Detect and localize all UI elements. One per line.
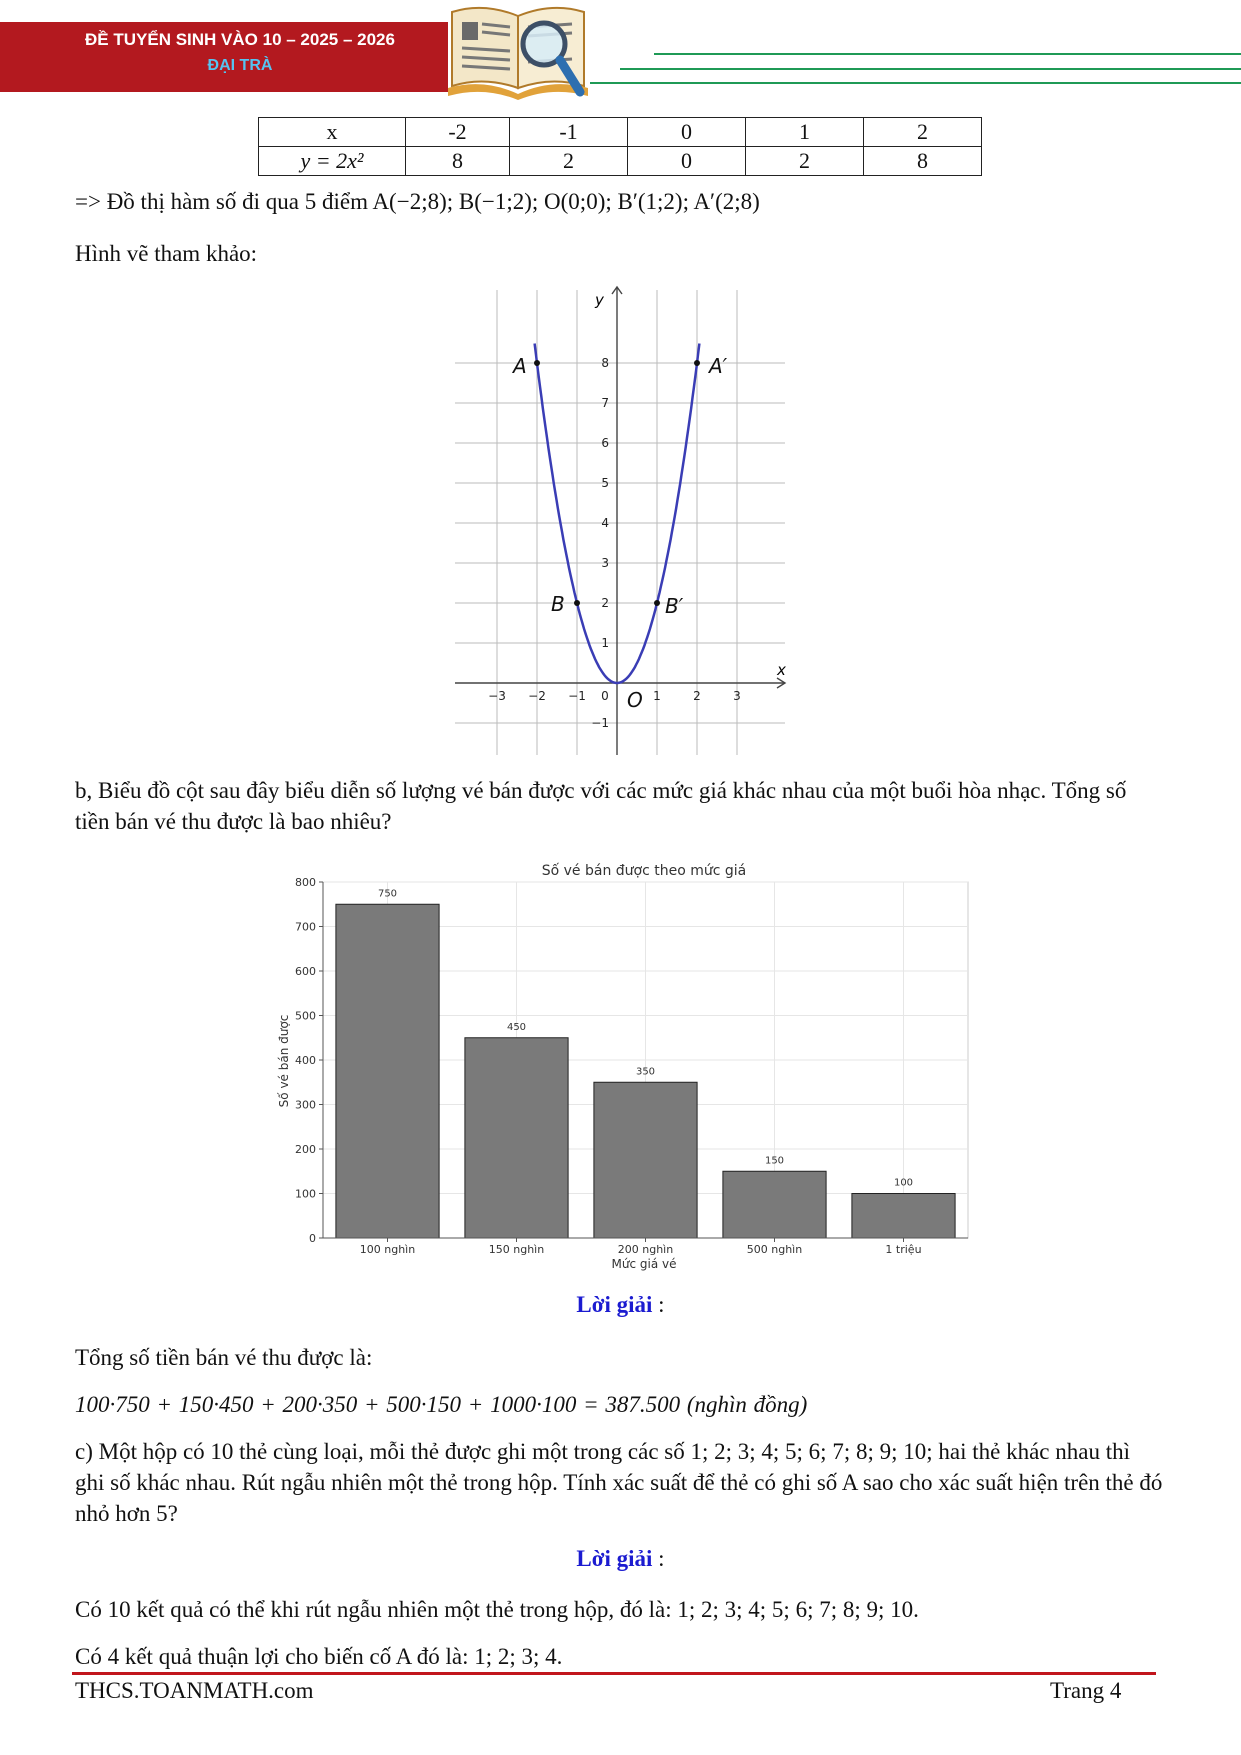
x-tick-label: 0 [601, 689, 609, 703]
point-label: A [513, 354, 527, 378]
bar [465, 1038, 568, 1238]
y-tick-label: 1 [601, 636, 609, 650]
point-label: O [627, 688, 643, 712]
header-rule-middle [620, 68, 1241, 70]
x-tick-label: −2 [528, 689, 546, 703]
bar-data-label: 100 [893, 1177, 914, 1189]
bar [852, 1194, 955, 1239]
table-row [259, 147, 982, 176]
point-marker [534, 360, 540, 366]
y-tick-label: 5 [601, 476, 609, 490]
points-line: => Đồ thị hàm số đi qua 5 điểm A(−2;8); B(−1;2); O(0;0); B′(1;2); A′(2;8) [75, 189, 760, 214]
y-tick-label: 2 [601, 596, 609, 610]
table-cell: -2 [406, 118, 510, 147]
y-tick-label: 500 [295, 1009, 316, 1023]
part-b-question: b, Biểu đồ cột sau đây biểu diễn số lượng vé bán được với các mức giá khác nhau của một buổi hòa nhạc. Tổng số tiền bán vé thu được là bao nhiêu? [75, 778, 1127, 834]
bar-data-label: 350 [635, 1066, 656, 1078]
x-tick-label: 500 nghìn [746, 1243, 803, 1256]
y-tick-label: 3 [601, 556, 609, 570]
x-axis-label: Mức giá vé [611, 1257, 677, 1271]
x-tick-label: −1 [568, 689, 586, 703]
footer-site: THCS.TOANMATH.com [75, 1678, 314, 1703]
table-cell: -1 [510, 118, 628, 147]
point-marker [574, 600, 580, 606]
table-row [259, 118, 982, 147]
y-tick-label: 7 [601, 396, 609, 410]
table-cell: 1 [746, 118, 864, 147]
value-table [258, 117, 982, 176]
header-rule-bottom [590, 82, 1241, 84]
book-magnifier-icon [444, 0, 594, 104]
bar-data-label: 150 [764, 1155, 785, 1167]
parabola-graph [455, 285, 795, 755]
x-tick-label: 2 [693, 689, 701, 703]
x-tick-label: 1 triệu [885, 1243, 922, 1256]
bar [723, 1171, 826, 1238]
y-tick-label: −1 [591, 716, 609, 730]
header-title: ĐỀ TUYỂN SINH VÀO 10 – 2025 – 2026 [85, 30, 395, 49]
x-tick-label: 100 nghìn [359, 1243, 416, 1256]
figure-ref: Hình vẽ tham khảo: [75, 241, 258, 266]
point-label: B [551, 592, 565, 616]
header-rule-top [654, 53, 1241, 55]
part-c-line1: Có 10 kết quả có thể khi rút ngẫu nhiên một thẻ trong hộp, đó là: 1; 2; 3; 4; 5; 6; 7; 8; 9; 10. [75, 1597, 919, 1622]
x-tick-label: 3 [733, 689, 741, 703]
solution-heading-b [0, 1292, 1241, 1318]
table-cell: 2 [510, 147, 628, 176]
solution-colon: : [652, 1546, 665, 1571]
y-axis-label: Số vé bán được [277, 1014, 291, 1108]
grid-lines [455, 290, 785, 755]
bar-data-label: 450 [506, 1021, 527, 1033]
header-subtitle: ĐẠI TRÀ [207, 57, 273, 74]
solution-colon: : [652, 1292, 665, 1317]
y-tick-label: 300 [295, 1098, 316, 1112]
y-tick-label: 800 [295, 876, 316, 889]
y-axis-label: y [595, 291, 604, 309]
x-tick-label: 200 nghìn [617, 1243, 674, 1256]
table-cell: 8 [864, 147, 982, 176]
point-label: A′ [709, 354, 728, 378]
point-marker [654, 600, 660, 606]
part-b-answer-formula: 100·750 + 150·450 + 200·350 + 500·150 + 1000·100 = 387.500 (nghìn đồng) [75, 1392, 808, 1417]
y-tick-label: 8 [601, 356, 609, 370]
bar-data-label: 750 [377, 888, 398, 900]
table-cell: 0 [628, 147, 746, 176]
part-b-answer-intro: Tổng số tiền bán vé thu được là: [75, 1345, 373, 1370]
table-cell: x [259, 118, 406, 147]
bar [594, 1082, 697, 1238]
y-tick-label: 0 [309, 1232, 316, 1245]
point-label: B′ [665, 594, 684, 618]
x-axis-label: x [777, 661, 786, 679]
table-cell: y = 2x² [259, 147, 406, 176]
y-tick-label: 200 [295, 1143, 316, 1156]
y-tick-label: 6 [601, 436, 609, 450]
solution-label: Lời giải [576, 1292, 653, 1317]
table-cell: 0 [628, 118, 746, 147]
x-tick-label: 1 [653, 689, 661, 703]
bar [336, 904, 439, 1238]
chart-title: Số vé bán được theo mức giá [541, 863, 747, 879]
y-tick-label: 400 [295, 1054, 316, 1067]
y-tick-label: 700 [295, 920, 316, 934]
y-tick-label: 600 [295, 965, 316, 978]
part-c-question: c) Một hộp có 10 thẻ cùng loại, mỗi thẻ được ghi một trong các số 1; 2; 3; 4; 5; 6; 7; 8; 9; 10; hai thẻ khác nhau thì ghi số khác nhau. Rút ngẫu nhiên một thẻ trong hộp. Tính xác suất để thẻ có ghi số A sao cho xác suất hiện trên thẻ đó nhỏ hơn 5? [75, 1439, 1163, 1526]
footer-page: Trang 4 [1050, 1678, 1122, 1703]
x-tick-label: 150 nghìn [488, 1243, 545, 1256]
point-marker [694, 360, 700, 366]
table-cell: 2 [864, 118, 982, 147]
solution-heading-c [0, 1546, 1241, 1572]
solution-label: Lời giải [576, 1546, 653, 1571]
table-cell: 8 [406, 147, 510, 176]
y-tick-label: 4 [601, 516, 609, 530]
x-tick-label: −3 [488, 689, 506, 703]
axes [455, 287, 786, 755]
bar-chart [265, 855, 985, 1275]
part-c-line2: Có 4 kết quả thuận lợi cho biến cố A đó là: 1; 2; 3; 4. [75, 1644, 563, 1669]
y-tick-label: 100 [295, 1187, 316, 1201]
table-cell: 2 [746, 147, 864, 176]
